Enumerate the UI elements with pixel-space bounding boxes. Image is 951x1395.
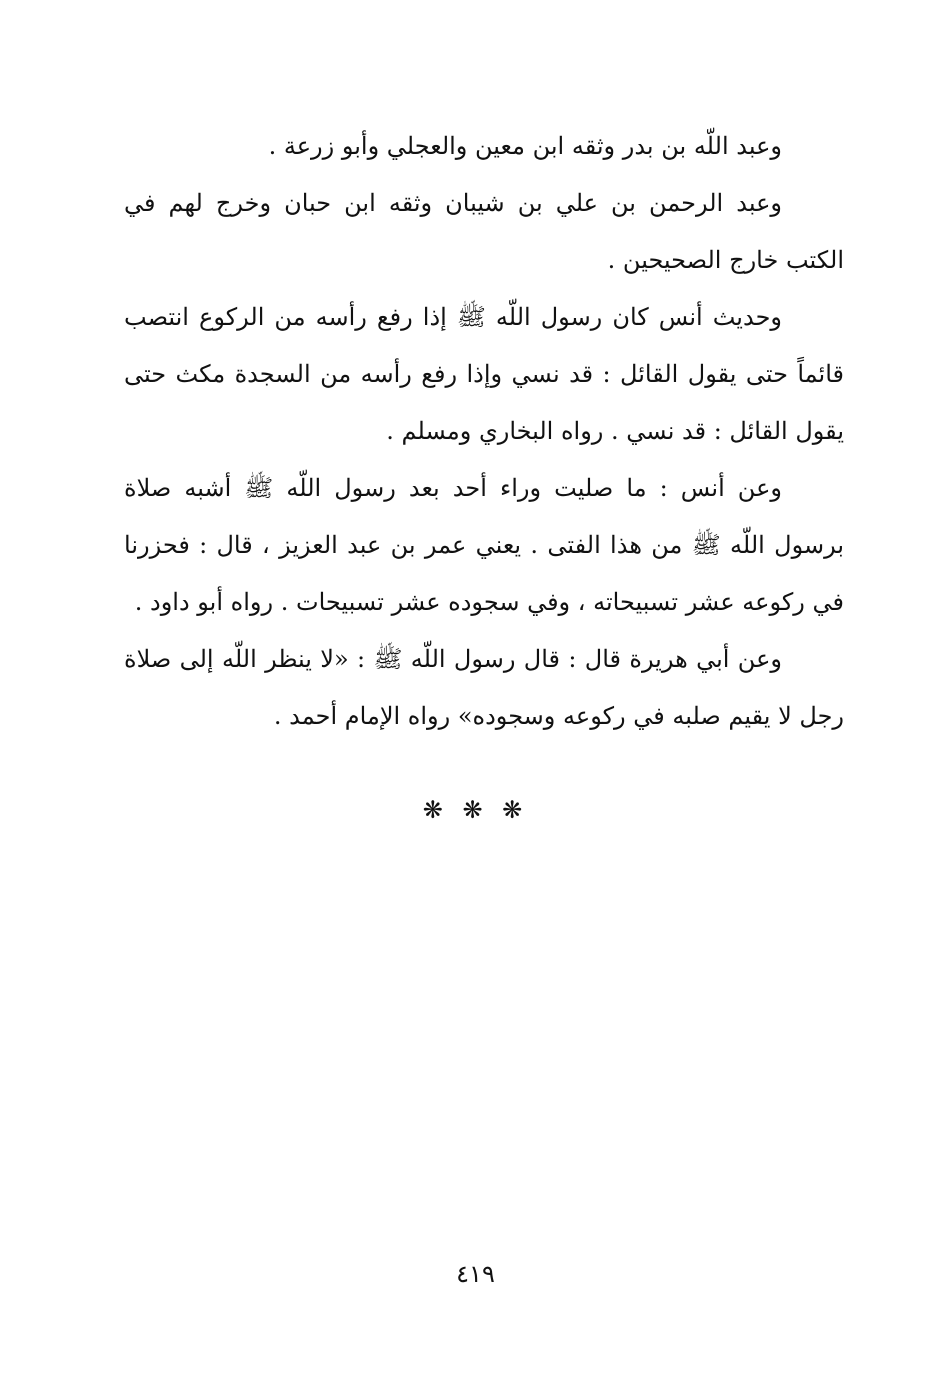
section-separator: ❋ ❋ ❋	[422, 796, 529, 824]
page-number: ٤١٩	[456, 1260, 495, 1288]
paragraph: وعن أنس : ما صليت وراء أحد بعد رسول اللّه ﷺ أشبه صلاة برسول اللّه ﷺ من هذا الفتى . يعني عمر بن عبد العزيز ، قال : فحزرنا في ركوعه عشر تسبيحاته ، وفي سجوده عشر تسبيحات . رواه أبو داود .	[124, 474, 844, 616]
page-body	[124, 118, 844, 745]
paragraph: وعن أبي هريرة قال : قال رسول اللّه ﷺ : «لا ينظر اللّه إلى صلاة رجل لا يقيم صلبه في ركوعه وسجوده» رواه الإمام أحمد .	[124, 645, 844, 730]
paragraph: وحديث أنس كان رسول اللّه ﷺ إذا رفع رأسه من الركوع انتصب قائماً حتى يقول القائل : قد نسي وإذا رفع رأسه من السجدة مكث حتى يقول القائل : قد نسي . رواه البخاري ومسلم .	[124, 303, 844, 445]
paragraph: وعبد الرحمن بن علي بن شيبان وثقه ابن حبان وخرج لهم في الكتب خارج الصحيحين .	[124, 189, 844, 274]
paragraph: وعبد اللّه بن بدر وثقه ابن معين والعجلي وأبو زرعة .	[268, 132, 782, 160]
